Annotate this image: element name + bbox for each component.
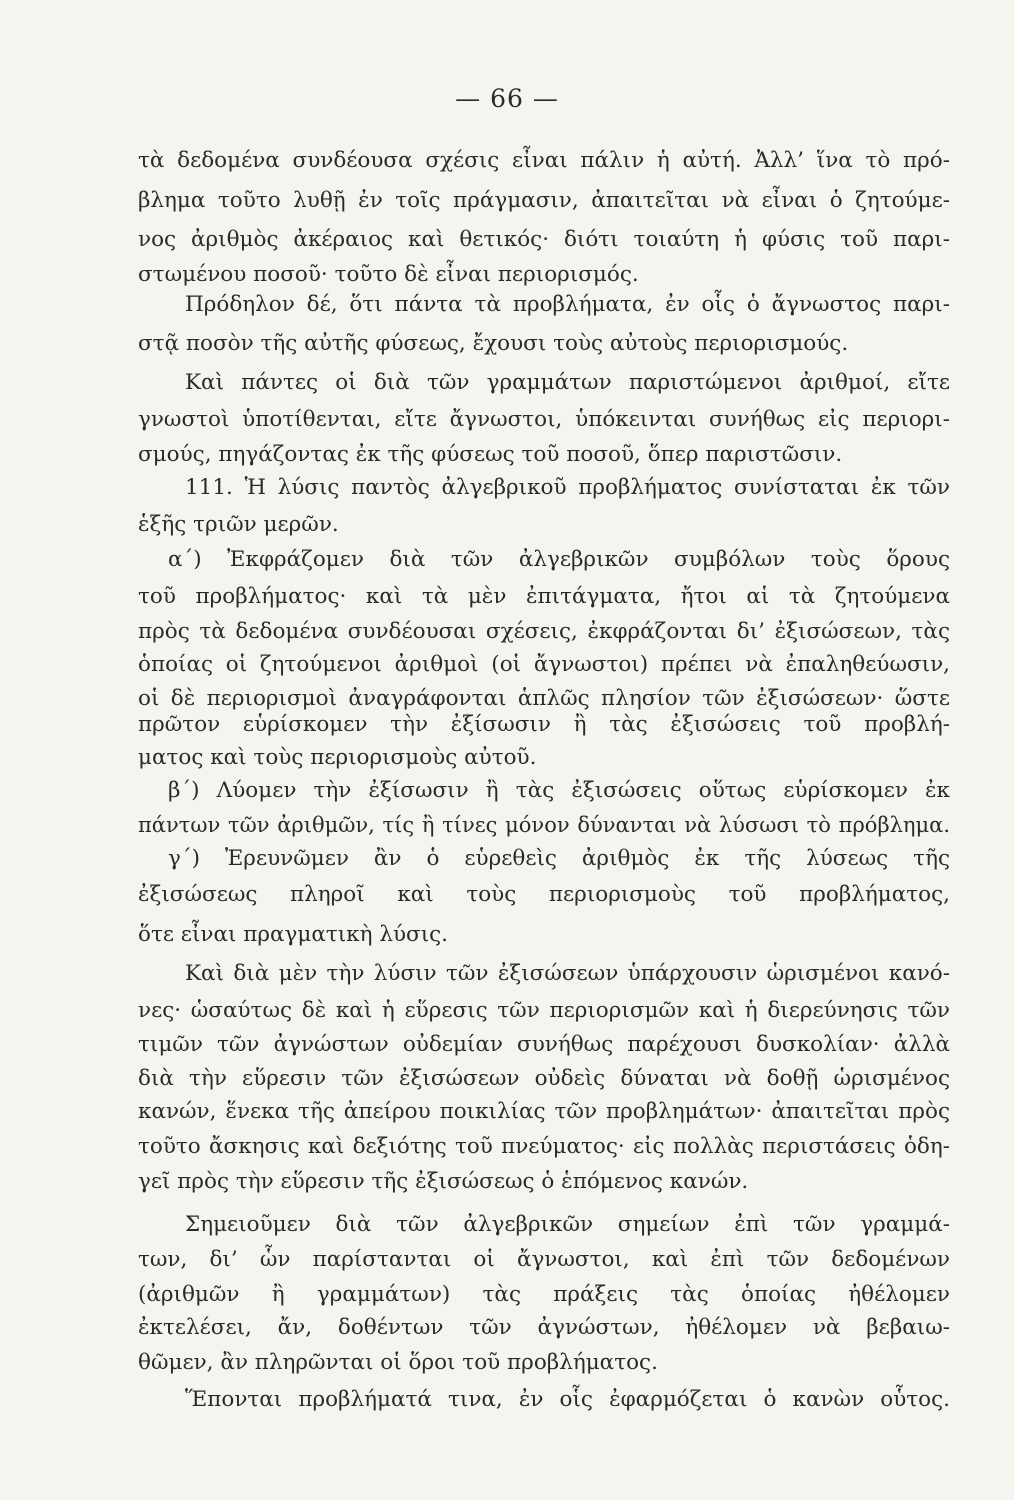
text-line: 111. Ἡ λύσις παντὸς ἀλγεβρικοῦ προβλήματος συνίσταται ἐκ τῶν <box>185 475 950 500</box>
text-line: Καὶ διὰ μὲν τὴν λύσιν τῶν ἐξισώσεων ὑπάρχουσιν ὡρισμένοι κανό- <box>185 961 950 986</box>
text-line: Καὶ πάντες οἱ διὰ τῶν γραμμάτων παριστώμενοι ἀριθμοί, εἴτε <box>185 370 950 395</box>
text-line: ἐξισώσεως πληροῖ καὶ τοὺς περιορισμοὺς τοῦ προβλήματος, <box>138 882 950 907</box>
text-line: στᾷ ποσὸν τῆς αὐτῆς φύσεως, ἔχουσι τοὺς αὐτοὺς περιορισμούς. <box>138 331 849 356</box>
text-line: νες· ὡσαύτως δὲ καὶ ἡ εὕρεσις τῶν περιορισμῶν καὶ ἡ διερεύνησις τῶν <box>138 998 950 1023</box>
text-line: κανών, ἕνεκα τῆς ἀπείρου ποικιλίας τῶν προβλημάτων· ἀπαιτεῖται πρὸς <box>138 1099 950 1124</box>
text-line: ἑξῆς τριῶν μερῶν. <box>138 512 339 537</box>
text-line: β΄) Λύομεν τὴν ἐξίσωσιν ἢ τὰς ἐξισώσεις οὕτως εὑρίσκομεν ἐκ <box>168 778 950 803</box>
text-line: τοῦτο ἄσκησις καὶ δεξιότης τοῦ πνεύματος· εἰς πολλὰς περιστάσεις ὁδη- <box>138 1134 950 1159</box>
text-line: γνωστοὶ ὑποτίθενται, εἴτε ἄγνωστοι, ὑπόκεινται συνήθως εἰς περιορι- <box>138 407 950 432</box>
text-line: ματος καὶ τοὺς περιορισμοὺς αὐτοῦ. <box>138 745 537 770</box>
text-line: των, δι’ ὧν παρίστανται οἱ ἄγνωστοι, καὶ ἐπὶ τῶν δεδομένων <box>138 1247 950 1272</box>
text-line: βλημα τοῦτο λυθῇ ἐν τοῖς πράγμασιν, ἀπαιτεῖται νὰ εἶναι ὁ ζητούμε- <box>138 188 950 213</box>
text-line: ὁποίας οἱ ζητούμενοι ἀριθμοὶ (οἱ ἄγνωστοι) πρέπει νὰ ἐπαληθεύωσιν, <box>138 652 950 677</box>
text-line: ἐκτελέσει, ἄν, δοθέντων τῶν ἀγνώστων, ἠθέλομεν νὰ βεβαιω- <box>138 1315 950 1340</box>
text-line: διὰ τὴν εὕρεσιν τῶν ἐξισώσεων οὐδεὶς δύναται νὰ δοθῇ ὡρισμένος <box>138 1066 950 1091</box>
text-line: Πρόδηλον δέ, ὅτι πάντα τὰ προβλήματα, ἐν οἷς ὁ ἄγνωστος παρι- <box>185 292 950 317</box>
text-line: τοῦ προβλήματος· καὶ τὰ μὲν ἐπιτάγματα, ἤτοι αἱ τὰ ζητούμενα <box>138 584 950 609</box>
text-line: πρὸς τὰ δεδομένα συνδέουσαι σχέσεις, ἐκφράζονται δι’ ἐξισώσεων, τὰς <box>138 619 950 644</box>
page-number: — 66 — <box>455 84 559 113</box>
text-line: πάντων τῶν ἀριθμῶν, τίς ἢ τίνες μόνον δύνανται νὰ λύσωσι τὸ πρόβλημα. <box>138 813 950 837</box>
text-line: πρῶτον εὑρίσκομεν τὴν ἐξίσωσιν ἢ τὰς ἐξισώσεις τοῦ προβλή- <box>138 712 950 737</box>
text-line: σμούς, πηγάζοντας ἐκ τῆς φύσεως τοῦ ποσοῦ, ὅπερ παριστῶσιν. <box>138 442 843 467</box>
text-line: οἱ δὲ περιορισμοὶ ἀναγράφονται ἁπλῶς πλησίον τῶν ἐξισώσεων· ὥστε <box>138 686 950 711</box>
text-line: τιμῶν τῶν ἀγνώστων οὐδεμίαν συνήθως παρέχουσι δυσκολίαν· ἀλλὰ <box>138 1032 950 1057</box>
text-line: α΄) Ἐκφράζομεν διὰ τῶν ἀλγεβρικῶν συμβόλων τοὺς ὅρους <box>168 547 950 572</box>
text-line: στωμένου ποσοῦ· τοῦτο δὲ εἶναι περιορισμός. <box>138 262 639 287</box>
text-line: θῶμεν, ἂν πληρῶνται οἱ ὅροι τοῦ προβλήματος. <box>138 1350 658 1375</box>
text-line: ὅτε εἶναι πραγματικὴ λύσις. <box>138 922 449 947</box>
text-line: Ἕπονται προβλήματά τινα, ἐν οἷς ἐφαρμόζεται ὁ κανὼν οὗτος. <box>185 1387 950 1412</box>
text-line: γεῖ πρὸς τὴν εὕρεσιν τῆς ἐξισώσεως ὁ ἑπόμενος κανών. <box>138 1169 749 1194</box>
text-line: (ἀριθμῶν ἢ γραμμάτων) τὰς πράξεις τὰς ὁποίας ἠθέλομεν <box>138 1282 950 1307</box>
text-line: γ΄) Ἐρευνῶμεν ἂν ὁ εὑρεθεὶς ἀριθμὸς ἐκ τῆς λύσεως τῆς <box>168 846 950 871</box>
text-line: τὰ δεδομένα συνδέουσα σχέσις εἶναι πάλιν ἡ αὐτή. Ἀλλ’ ἵνα τὸ πρό- <box>138 148 950 173</box>
text-line: Σημειοῦμεν διὰ τῶν ἀλγεβρικῶν σημείων ἐπὶ τῶν γραμμά- <box>185 1212 950 1237</box>
text-line: νος ἀριθμὸς ἀκέραιος καὶ θετικός· διότι τοιαύτη ἡ φύσις τοῦ παρι- <box>138 227 950 252</box>
